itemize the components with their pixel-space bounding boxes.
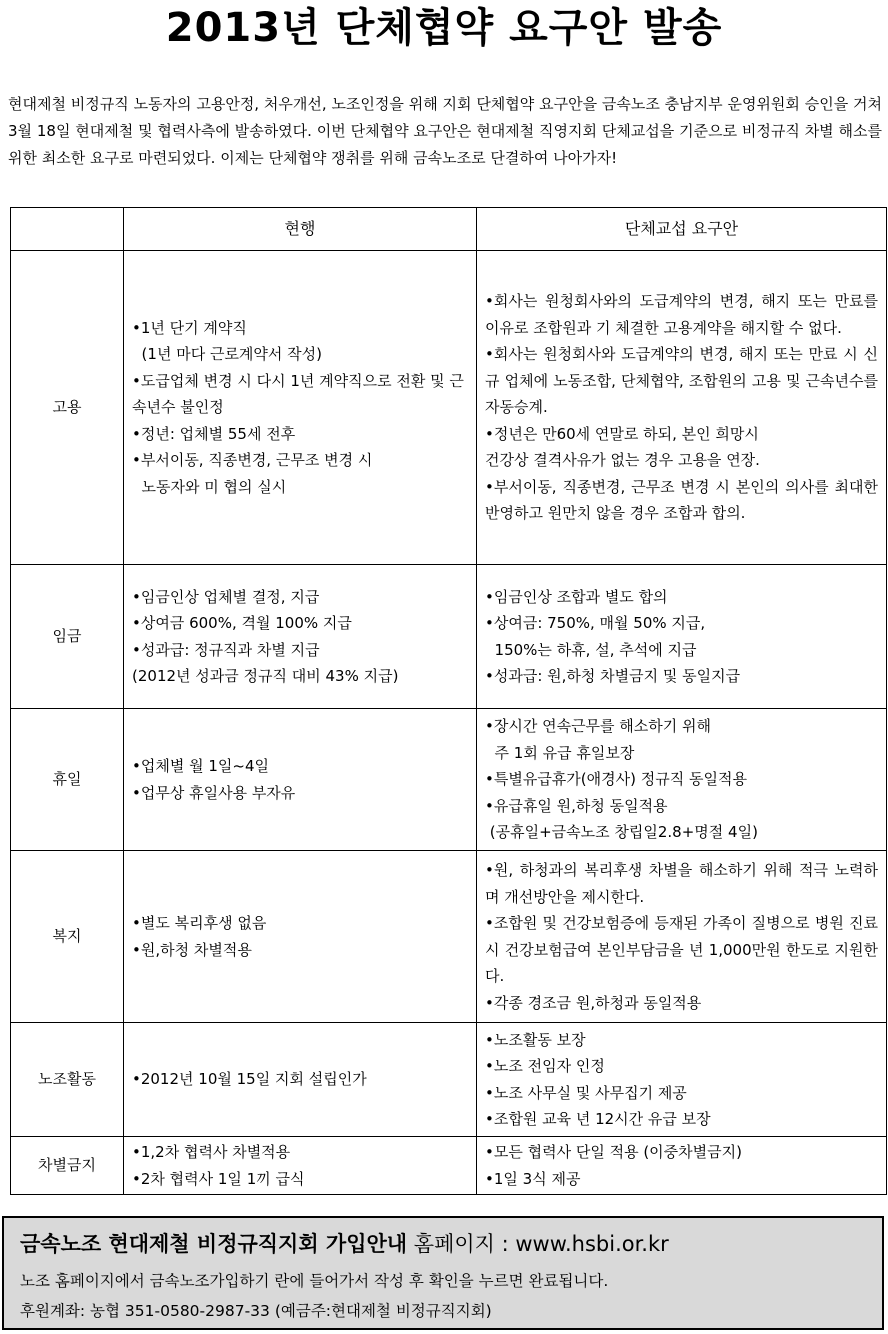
demand-line: 주 1회 유급 휴일보장 [485,743,635,762]
current-term-line: •1,2차 협력사 차별적용 [132,1143,291,1161]
demand-line: (공휴일+금속노조 창립일2.8+명절 4일) [485,823,758,842]
current-term-line: •성과급: 정규직과 차별 지급 [132,640,320,659]
current-terms-cell [124,251,477,565]
demand-cell [477,251,887,565]
current-term-line: •임금인상 업체별 결정, 지급 [132,587,320,606]
demand-cell [477,709,887,851]
demand-line: •1일 3식 제공 [485,1169,581,1188]
row-category: 차별금지 [11,1137,124,1195]
donation-account: 후원계좌: 농협 351-0580-2987-33 (예금주:현대제철 비정규직지회) [20,1302,492,1320]
header-current: 현행 [124,208,477,251]
current-term-line: •1년 단기 계약직 [132,318,247,337]
homepage-label: 홈페이지 : [413,1232,509,1256]
demand-line: •상여금: 750%, 매월 50% 지급, [485,614,706,632]
homepage-link[interactable]: www.hsbi.or.kr [515,1232,669,1256]
demand-line: •모든 협력사 단일 적용 (이중차별금지) [485,1143,742,1161]
demand-line: •장시간 연속근무를 해소하기 위해 [485,717,712,736]
page-title: 2013년 단체협약 요구안 발송 [165,5,723,51]
demand-line: 건강상 결격사유가 없는 경우 고용을 연장. [485,451,760,470]
current-terms-cell [124,1137,477,1195]
demand-cell [477,565,887,709]
demand-line: •회사는 원청회사와 도급계약의 변경, 해지 또는 만료 시 신규 업체에 노동조합, 단체협약, 조합원의 고용 및 근속년수를 자동승계. [485,345,883,417]
demand-table [10,207,887,1195]
current-terms-cell [124,1023,477,1137]
current-terms-cell [124,565,477,709]
current-term-line: •2012년 10월 15일 지회 설립인가 [132,1070,367,1089]
demand-cell [477,1023,887,1137]
table-row [11,1023,887,1137]
demand-line: •유급휴일 원,하청 동일적용 [485,796,668,815]
current-term-line: •도급업체 변경 시 다시 1년 계약직으로 전환 및 근속년수 불인정 [132,371,464,417]
demand-line: •노조활동 보장 [485,1030,586,1049]
row-category: 복지 [11,851,124,1023]
membership-notice [2,1216,884,1330]
current-term-line: 노동자와 미 협의 실시 [132,477,287,496]
row-category: 노조활동 [11,1023,124,1137]
table-row [11,1137,887,1195]
demand-line: •원, 하청과의 복리후생 차별을 해소하기 위해 적극 노력하며 개선방안을 제시한다. [485,861,878,906]
current-term-line: (2012년 성과금 정규직 대비 43% 지급) [132,667,399,685]
current-term-line: •정년: 업체별 55세 전후 [132,424,296,443]
demand-cell [477,851,887,1023]
table-header-row [11,208,887,251]
demand-line: •각종 경조금 원,하청과 동일적용 [485,993,702,1012]
header-demand: 단체교섭 요구안 [477,208,887,251]
demand-line: •성과급: 원,하청 차별금지 및 동일지급 [485,667,741,685]
current-term-line: •상여금 600%, 격월 100% 지급 [132,614,352,632]
row-category: 휴일 [11,709,124,851]
current-term-line: •부서이동, 직종변경, 근무조 변경 시 [132,451,373,470]
demand-line: •조합원 및 건강보험증에 등재된 가족이 질병으로 병원 진료시 건강보험급여 본인부담금을 년 1,000만원 한도로 지원한다. [485,914,878,985]
demand-line: •노조 사무실 및 사무집기 제공 [485,1083,687,1102]
row-category: 고용 [11,251,124,565]
current-term-line: •2차 협력사 1일 1끼 급식 [132,1169,305,1188]
row-category: 임금 [11,565,124,709]
table-row [11,851,887,1023]
notice-heading-line [20,1228,669,1258]
current-terms-cell [124,709,477,851]
intro-paragraph: 현대제철 비정규직 노동자의 고용안정, 처우개선, 노조인정을 위해 지회 단체협약 요구안을 금속노조 충남지부 운영위원회 승인을 거쳐 3월 18일 현대제철 및 협력사측에 발송하였다. 이번 단체협약 요구안은 현대제철 직영지회 단체교섭을 기준으로 비정규직 차별 해소를 위한 최소한 요구로 마련되었다. 이제는 단체협약 쟁취를 위해 금속노조로 단결하여 나아가자! [8,95,882,167]
current-term-line: •원,하청 차별적용 [132,940,252,959]
table-row [11,709,887,851]
demand-line: •노조 전임자 인정 [485,1057,605,1075]
demand-line: 150%는 하휴, 설, 추석에 지급 [485,640,697,659]
demand-line: •조합원 교육 년 12시간 유급 보장 [485,1110,711,1128]
header-category [11,208,124,251]
current-term-line: (1년 마다 근로계약서 작성) [132,345,322,364]
current-term-line: •업무상 휴일사용 부자유 [132,783,296,802]
current-terms-cell [124,851,477,1023]
demand-line: •특별유급휴가(애경사) 정규직 동일적용 [485,770,747,789]
notice-heading: 금속노조 현대제철 비정규직지회 가입안내 [20,1232,408,1256]
table-row [11,251,887,565]
current-term-line: •별도 복리후생 없음 [132,914,267,932]
demand-line: •임금인상 조합과 별도 합의 [485,587,668,606]
notice-instructions: 노조 홈페이지에서 금속노조가입하기 란에 들어가서 작성 후 확인을 누르면 완료됩니다. [20,1272,609,1290]
current-term-line: •업체별 월 1일~4일 [132,757,269,775]
table-row [11,565,887,709]
demand-line: •부서이동, 직종변경, 근무조 변경 시 본인의 의사를 최대한 반영하고 원만치 않을 경우 조합과 합의. [485,477,883,523]
demand-line: •정년은 만60세 연말로 하되, 본인 희망시 [485,424,759,443]
demand-line: •회사는 원청회사와의 도급계약의 변경, 해지 또는 만료를 이유로 조합원과 기 체결한 고용계약을 해지할 수 없다. [485,292,883,337]
demand-cell [477,1137,887,1195]
